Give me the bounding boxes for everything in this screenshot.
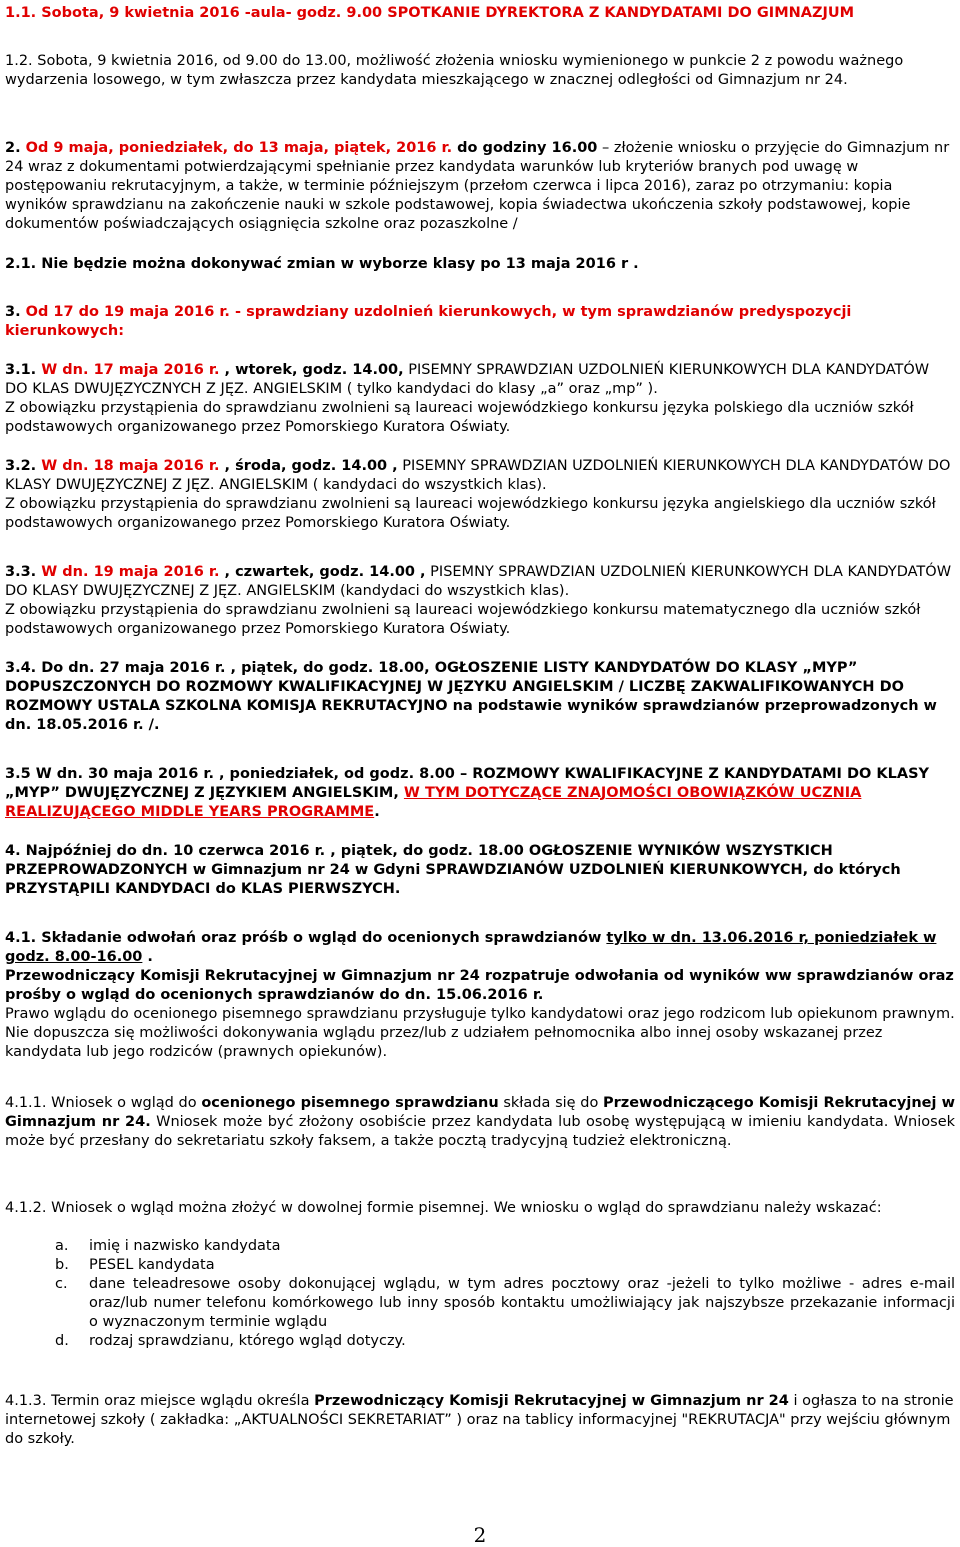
section-4-1-3-c: i ogłasza to na stronie internetowej szkoły ( zakładka: „AKTUALNOŚCI SEKRETARIAT” ) oraz na tablicy informacyjnej "REKRUTACJA" przy wejściu głównym do szkoły. — [5, 1393, 954, 1447]
section-2-1-text: 2.1. Nie będzie można dokonywać zmian w wyborze klasy po 13 maja 2016 r . — [5, 256, 639, 272]
list-item-text: dane teleadresowe osoby dokonującej wglądu, w tym adres pocztowy oraz -jeżeli to tylko możliwe - adres e-mail oraz/lub numer telefonu komórkowego lub inny sposób kontaktu umożliwiający jak najszybsze przekazanie informacji o wyznaczonym terminie wglądu — [89, 1276, 955, 1330]
section-3-2-w: W dn. — [41, 458, 89, 474]
section-4-1-3-paragraph — [5, 1392, 955, 1449]
section-3-paragraph — [5, 303, 955, 341]
section-4-1-2 — [5, 1199, 955, 1218]
section-3-2-text: PISEMNY SPRAWDZIAN UZDOLNIEŃ KIERUNKOWYCH DLA KANDYDATÓW DO KLASY DWUJĘZYCZNEJ Z JĘZ. ANGIELSKIM ( kandydaci do wszystkich klas). — [5, 458, 951, 493]
section-4-1-3-a: 4.1.3. Termin oraz miejsce wglądu określa — [5, 1393, 315, 1409]
section-4-1-1-e: Wniosek może być złożony osobiście przez kandydata lub osobę występującą w imieniu kandydata. Wniosek może być przesłany do sekretariatu szkoły faksem, a także pocztą tradycyjną tudzież elektroniczną. — [5, 1114, 956, 1149]
section-1-2 — [5, 52, 955, 90]
section-3-1 — [5, 361, 955, 437]
section-3-2-when: , środa, godz. 14.00 , — [219, 458, 398, 474]
section-2-text: – złożenie wniosku o przyjęcie do Gimnazjum nr 24 wraz z dokumentami potwierdzającymi spełnianie przez kandydata warunków lub kryteriów branych pod uwagę w postępowaniu rekrutacyjnym, a także, w terminie późniejszym (przełom czerwca i lipca 2016), zaraz po otrzymaniu: kopia wyników sprawdzianu na zakończenie nauki w szkole podstawowej, kopia świadectwa ukończenia szkoły podstawowej, kopie dokumentów poświadczających osiągnięcia szkolne oraz pozaszkolne / — [5, 140, 950, 232]
section-4-1 — [5, 929, 955, 1062]
list-item — [55, 1256, 955, 1275]
section-3-text: - sprawdziany uzdolnień kierunkowych, w tym sprawdzianów predyspozycji kierunkowych: — [5, 304, 852, 339]
list-item-text: PESEL kandydata — [89, 1257, 215, 1273]
section-2 — [5, 139, 955, 234]
section-4-1-2-text: 4.1.2. Wniosek o wgląd można złożyć w dowolnej formie pisemnej. We wniosku o wgląd do sprawdzianu należy wskazać: — [5, 1200, 882, 1216]
section-3-3-number: 3.3. — [5, 564, 42, 580]
section-3-2-date: 18 maja 2016 r. — [88, 458, 220, 474]
section-3-5-end: . — [374, 804, 380, 820]
section-4-1-3 — [5, 1392, 955, 1449]
section-4-1-heading — [5, 929, 955, 967]
section-3-4 — [5, 659, 955, 735]
section-2-dates: Od 9 maja, poniedziałek, do 13 maja, piątek, 2016 r. — [25, 140, 453, 156]
section-3-dates: Od 17 do 19 maja 2016 r. — [25, 304, 230, 320]
section-4-1-3-b: Przewodniczący Komisji Rekrutacyjnej w Gimnazjum nr 24 — [314, 1393, 789, 1409]
section-3-2-number: 3.2. — [5, 458, 42, 474]
section-4-1-paragraph: Prawo wglądu do ocenionego pisemnego sprawdzianu przysługuje tylko kandydatowi oraz jego rodzicom lub opiekunom prawnym. Nie dopuszcza się możliwości dokonywania wglądu przez/lub z udziałem pełnomocnika albo innej osoby wskazanej przez kandydata lub jego rodziców (prawnych opiekunów). — [5, 1006, 955, 1060]
section-3-3-w: W dn. — [41, 564, 89, 580]
section-3-1-paragraph — [5, 361, 955, 399]
section-3-2-paragraph — [5, 457, 955, 495]
list-item — [55, 1237, 955, 1256]
section-3-1-number: 3.1. — [5, 362, 42, 378]
section-4-1-1-d: Przewodniczącego Komisji Rekrutacyjnej w Gimnazjum nr 24. — [5, 1095, 955, 1130]
section-4-1-end: . — [142, 949, 153, 965]
list-item-text: rodzaj sprawdzianu, którego wgląd dotyczy. — [89, 1333, 406, 1349]
section-4-1-1-paragraph — [5, 1094, 955, 1151]
section-3-2-note: Z obowiązku przystąpienia do sprawdzianu zwolnieni są laureaci wojewódzkiego konkursu języka angielskiego dla uczniów szkół podstawowych organizowanego przez Pomorskiego Kuratora Oświaty. — [5, 496, 936, 531]
section-3-4-text: 3.4. Do dn. 27 maja 2016 r. , piątek, do godz. 18.00, OGŁOSZENIE LISTY KANDYDATÓW DO KLASY „MYP” DOPUSZCZONYCH DO ROZMOWY KWALIFIKACYJNEJ W JĘZYKU ANGIELSKIM / LICZBĘ ZAKWALIFIKOWANYCH DO ROZMOWY USTALA SZKOLNA KOMISJA REKRUTACYJNO na podstawie wyników sprawdzianów przeprowadzonych w dn. 18.05.2016 r. /. — [5, 660, 937, 733]
section-3-1-note: Z obowiązku przystąpienia do sprawdzianu zwolnieni są laureaci wojewódzkiego konkursu języka polskiego dla uczniów szkół podstawowych organizowanego przez Pomorskiego Kuratora Oświaty. — [5, 400, 914, 435]
list-item-marker: b. — [55, 1257, 69, 1273]
section-3-5-text: 3.5 W dn. 30 maja 2016 r. , poniedziałek, od godz. 8.00 – ROZMOWY KWALIFIKACYJNE Z KANDYDATAMI DO KLASY „MYP” DWUJĘZYCZNEJ Z JĘZYKIEM ANGIELSKIM, — [5, 766, 930, 801]
section-1-2-text: 1.2. Sobota, 9 kwietnia 2016, od 9.00 do 13.00, możliwość złożenia wniosku wymienionego w punkcie 2 z powodu ważnego wydarzenia losowego, w tym zwłaszcza przez kandydata mieszkającego w znacznej odległości od Gimnazjum nr 24. — [5, 53, 904, 88]
section-4-1-text: 4.1. Składanie odwołań oraz próśb o wgląd do ocenionych sprawdzianów — [5, 930, 607, 946]
section-1-1 — [5, 4, 955, 23]
list-item-marker: a. — [55, 1238, 69, 1254]
section-4-1-1 — [5, 1094, 955, 1151]
section-3-5-red-text: W TYM DOTYCZĄCE ZNAJOMOŚCI OBOWIĄZKÓW UCZNIA REALIZUJĄCEGO MIDDLE YEARS PROGRAMME — [5, 785, 862, 820]
section-3-3-when: , czwartek, godz. 14.00 , — [219, 564, 426, 580]
section-3 — [5, 303, 955, 341]
section-3-5-paragraph — [5, 765, 955, 822]
section-4-1-committee: Przewodniczący Komisji Rekrutacyjnej w Gimnazjum nr 24 rozpatruje odwołania od wyników ww sprawdzianów oraz prośby o wgląd do ocenionych sprawdzianów do dn. 15.06.2016 r. — [5, 968, 954, 1003]
section-2-1 — [5, 255, 955, 274]
section-3-3-paragraph — [5, 563, 955, 601]
section-4-1-1-a: 4.1.1. Wniosek o wgląd do — [5, 1095, 202, 1111]
section-3-5 — [5, 765, 955, 822]
list-item-marker: d. — [55, 1333, 69, 1349]
section-3-2 — [5, 457, 955, 533]
section-4-text: 4. Najpóźniej do dn. 10 czerwca 2016 r. , piątek, do godz. 18.00 OGŁOSZENIE WYNIKÓW WSZYSTKICH PRZEPROWADZONYCH w Gimnazjum nr 24 w Gdyni SPRAWDZIANÓW UZDOLNIEŃ KIERUNKOWYCH, do których PRZYSTĄPILI KANDYDACI do KLAS PIERWSZYCH. — [5, 843, 901, 897]
section-4-1-underlined: tylko w dn. 13.06.2016 r, poniedziałek w godz. 8.00-16.00 — [5, 930, 937, 965]
section-3-3 — [5, 563, 955, 639]
section-2-paragraph — [5, 139, 955, 234]
section-3-1-date: 17 maja 2016 r. — [88, 362, 220, 378]
list-item — [55, 1275, 955, 1332]
page-number: 2 — [473, 1523, 487, 1547]
section-3-1-when: , wtorek, godz. 14.00, — [219, 362, 404, 378]
section-3-1-text: PISEMNY SPRAWDZIAN UZDOLNIEŃ KIERUNKOWYCH DLA KANDYDATÓW DO KLAS DWUJĘZYCZNYCH Z JĘZ. ANGIELSKIM ( tylko kandydaci do klasy „a” oraz „mp” ). — [5, 362, 930, 397]
section-1-1-text: 1.1. Sobota, 9 kwietnia 2016 -aula- godz. 9.00 SPOTKANIE DYREKTORA Z KANDYDATAMI DO GIMNAZJUM — [5, 5, 855, 21]
requirements-list — [55, 1237, 955, 1351]
list-item — [55, 1332, 955, 1351]
section-3-3-date: 19 maja 2016 r. — [88, 564, 220, 580]
section-3-1-w: W dn. — [41, 362, 89, 378]
list-item-text: imię i nazwisko kandydata — [89, 1238, 281, 1254]
section-3-3-note: Z obowiązku przystąpienia do sprawdzianu zwolnieni są laureaci wojewódzkiego konkursu matematycznego dla uczniów szkół podstawowych organizowanego przez Pomorskiego Kuratora Oświaty. — [5, 602, 921, 637]
section-3-3-text: PISEMNY SPRAWDZIAN UZDOLNIEŃ KIERUNKOWYCH DLA KANDYDATÓW DO KLASY DWUJĘZYCZNEJ Z JĘZ. ANGIELSKIM (kandydaci do wszystkich klas). — [5, 564, 952, 599]
section-4-1-1-b: ocenionego pisemnego sprawdzianu — [201, 1095, 499, 1111]
section-2-number: 2. — [5, 140, 26, 156]
section-4-1-1-c: składa się do — [498, 1095, 603, 1111]
list-item-marker: c. — [55, 1276, 68, 1292]
section-3-number: 3. — [5, 304, 26, 320]
section-2-deadline: do godziny 16.00 — [452, 140, 598, 156]
section-4 — [5, 842, 955, 899]
